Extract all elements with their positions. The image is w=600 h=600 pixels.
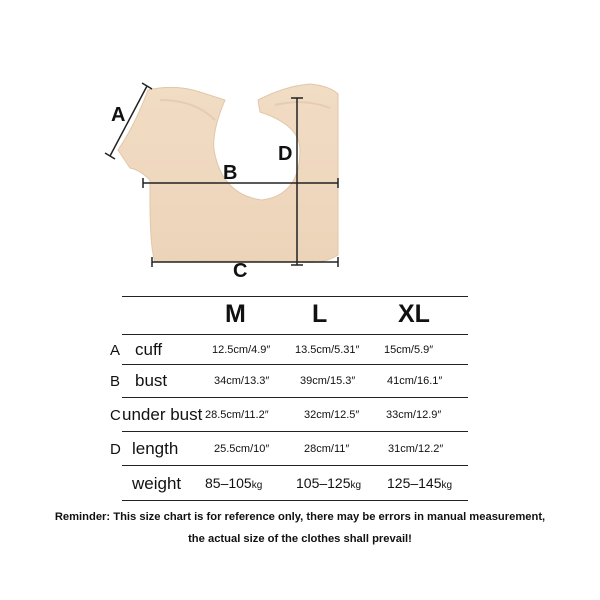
size-header-m: M	[225, 300, 246, 328]
row-name-cuff: cuff	[135, 340, 163, 359]
size-header-xl: XL	[398, 300, 430, 328]
table-cell: 15cm/5.9″	[384, 344, 434, 356]
label-d: D	[278, 143, 293, 165]
table-rule	[122, 296, 468, 297]
label-b: B	[223, 162, 238, 184]
table-rule	[122, 334, 468, 335]
table-rule	[122, 500, 468, 501]
table-cell: 34cm/13.3″	[214, 375, 270, 387]
measure-tick-a-top	[142, 83, 152, 89]
row-name-length: length	[132, 439, 179, 458]
table-cell: 41cm/16.1″	[387, 375, 443, 387]
row-name-bust: bust	[135, 371, 168, 390]
table-rule	[122, 465, 468, 466]
weight-cell-xl: 125–145kg	[387, 475, 453, 491]
row-letter-a: A	[110, 342, 121, 359]
row-name-weight: weight	[132, 474, 182, 493]
table-cell: 13.5cm/5.31″	[295, 344, 360, 356]
table-cell: 25.5cm/10″	[214, 443, 270, 455]
weight-cell-l: 105–125kg	[296, 475, 362, 491]
row-letter-c: C	[110, 407, 121, 424]
weight-cell-m: 85–105kg	[205, 475, 263, 491]
garment-illustration	[0, 0, 600, 290]
table-cell: 32cm/12.5″	[304, 409, 360, 421]
row-letter-b: B	[110, 373, 121, 390]
table-rule	[122, 431, 468, 432]
table-cell: 28cm/11″	[304, 443, 350, 455]
label-c: C	[233, 260, 248, 282]
row-letter-d: D	[110, 441, 121, 458]
row-name-under-bust: under bust	[122, 405, 203, 424]
reminder-line-2: the actual size of the clothes shall prevail!	[188, 533, 412, 545]
label-a: A	[111, 104, 126, 126]
table-rule	[122, 364, 468, 365]
table-rule	[122, 397, 468, 398]
table-cell: 12.5cm/4.9″	[212, 344, 271, 356]
table-cell: 39cm/15.3″	[300, 375, 356, 387]
measure-tick-a-bottom	[105, 153, 115, 159]
table-cell: 33cm/12.9″	[386, 409, 442, 421]
size-header-l: L	[312, 300, 328, 328]
reminder-line-1: Reminder: This size chart is for reference only, there may be errors in manual measurement,	[54, 511, 546, 523]
table-cell: 31cm/12.2″	[388, 443, 444, 455]
table-cell: 28.5cm/11.2″	[205, 409, 269, 421]
